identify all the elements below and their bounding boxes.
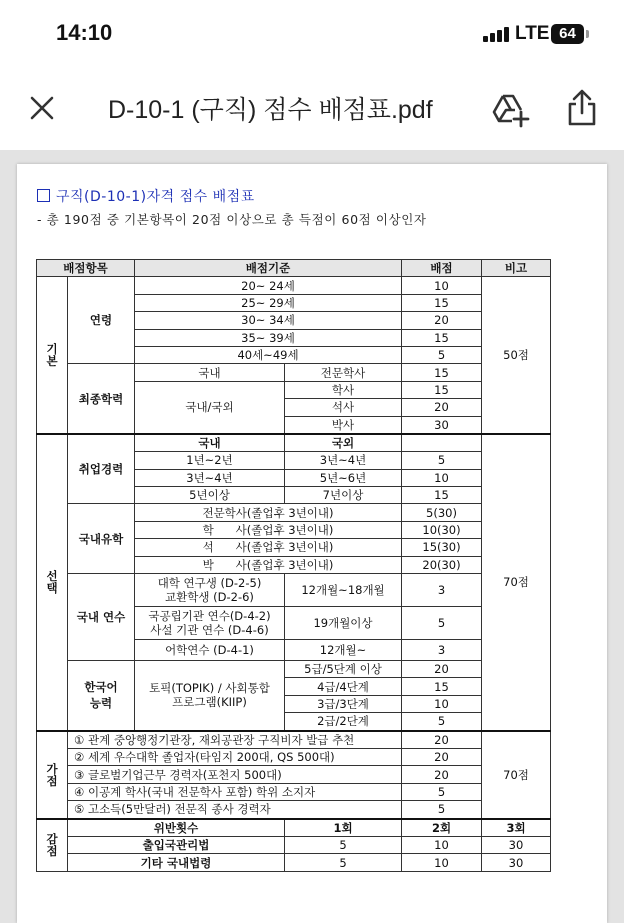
- battery-tip: [586, 30, 589, 38]
- table-cell: 40세~49세: [135, 346, 402, 363]
- status-time: 14:10: [56, 20, 113, 45]
- table-cell: 10: [402, 277, 482, 294]
- header-note: 비고: [482, 260, 551, 277]
- table-cell: 기타 국내법령: [68, 854, 285, 871]
- header-item: 배점항목: [37, 260, 135, 277]
- header-criteria: 배점기준: [135, 260, 402, 277]
- education-label: 최종학력: [68, 364, 135, 434]
- training-text: 대학 연구생 (D-2-5): [157, 576, 262, 591]
- table-cell: 20: [402, 399, 482, 416]
- table-cell: 5: [402, 783, 482, 800]
- table-cell: 3회: [482, 819, 551, 837]
- table-cell: 30: [482, 836, 551, 853]
- table-cell: 20: [402, 661, 482, 678]
- table-cell: 10: [402, 469, 482, 486]
- table-cell: 25~ 29세: [135, 294, 402, 311]
- korean-label: [68, 661, 135, 731]
- korean-program-text: 토픽(TOPIK) / 사회통합: [149, 681, 270, 696]
- table-cell: ④ 이공계 학사(국내 전문학사 포함) 학위 소지자: [68, 783, 402, 800]
- table-cell: 5(30): [402, 504, 482, 521]
- table-cell: 20: [402, 731, 482, 749]
- table-cell: 국내: [135, 364, 285, 381]
- basic-note: 50점: [482, 277, 551, 434]
- document-heading: [37, 186, 255, 206]
- table-cell: 5년이상: [135, 487, 285, 504]
- share-icon: [565, 88, 599, 128]
- table-cell: 3년~4년: [285, 452, 402, 469]
- table-cell: 전문학사: [285, 364, 402, 381]
- table-cell: 4급/4단계: [285, 678, 402, 695]
- table-cell: 20: [402, 312, 482, 329]
- training-label: 국내 연수: [68, 574, 135, 661]
- table-cell: 국내: [135, 434, 285, 452]
- table-cell: 3년~4년: [135, 469, 285, 486]
- bonus-note: 70점: [482, 731, 551, 819]
- table-cell: 1회: [285, 819, 402, 837]
- table-cell: [135, 574, 285, 607]
- table-cell: 30~ 34세: [135, 312, 402, 329]
- table-cell: 15: [402, 381, 482, 398]
- drive-add-icon: [490, 90, 530, 130]
- bonus-section-label: 가 점: [37, 731, 68, 819]
- table-cell: 30: [402, 416, 482, 434]
- table-cell: 3급/3단계: [285, 695, 402, 712]
- table-cell: 국내/국외: [135, 381, 285, 434]
- korean-label-text: 한국어: [84, 680, 118, 695]
- table-cell: 5급/5단계 이상: [285, 661, 402, 678]
- table-cell: 5: [402, 346, 482, 363]
- korean-program-text: 프로그램(KIIP): [172, 695, 247, 710]
- add-to-drive-button[interactable]: [490, 90, 530, 130]
- table-cell: 박 사(졸업후 3년이내): [135, 556, 402, 573]
- share-button[interactable]: [565, 88, 599, 128]
- table-cell: 10: [402, 695, 482, 712]
- table-cell: 7년이상: [285, 487, 402, 504]
- close-icon: [28, 94, 56, 122]
- table-cell: ② 세계 우수대학 졸업자(타임지 200대, QS 500대): [68, 748, 402, 765]
- training-text: 국공립기관 연수(D-4-2): [148, 609, 271, 624]
- table-cell: 5: [285, 854, 402, 871]
- viewer-toolbar: [0, 68, 624, 150]
- table-cell: 15: [402, 487, 482, 504]
- table-cell: 2회: [402, 819, 482, 837]
- table-cell: 10: [402, 836, 482, 853]
- table-cell: 전문학사(졸업후 3년이내): [135, 504, 402, 521]
- table-cell: 15: [402, 678, 482, 695]
- training-text: 사설 기관 연수 (D-4-6): [150, 623, 269, 638]
- table-cell: 어학연수 (D-4-1): [135, 640, 285, 661]
- table-header-row: [37, 260, 551, 277]
- table-cell: 박사: [285, 416, 402, 434]
- table-cell: [135, 661, 285, 731]
- optional-section-label: 선 택: [37, 434, 68, 731]
- table-cell: 5: [285, 836, 402, 853]
- table-cell: 국외: [285, 434, 402, 452]
- score-table: [36, 259, 551, 872]
- table-cell: 학 사(졸업후 3년이내): [135, 521, 402, 538]
- table-cell: 위반횟수: [68, 819, 285, 837]
- document-subheading: - 총 190점 중 기본항목이 20점 이상으로 총 득점이 60점 이상인자: [37, 212, 427, 227]
- training-text: 교환학생 (D-2-6): [165, 590, 254, 605]
- table-cell: 19개월이상: [285, 607, 402, 640]
- table-cell: 20~ 24세: [135, 277, 402, 294]
- status-bar: [0, 0, 624, 68]
- table-cell: 35~ 39세: [135, 329, 402, 346]
- optional-note: 70점: [482, 434, 551, 731]
- table-cell: 석사: [285, 399, 402, 416]
- table-cell: 10(30): [402, 521, 482, 538]
- table-cell: 학사: [285, 381, 402, 398]
- table-cell: 12개월~: [285, 640, 402, 661]
- table-cell: 20(30): [402, 556, 482, 573]
- table-cell: 1년~2년: [135, 452, 285, 469]
- table-cell: [402, 434, 482, 452]
- korean-label-text: 능력: [89, 696, 113, 711]
- header-score: 배점: [402, 260, 482, 277]
- career-label: 취업경력: [68, 434, 135, 504]
- deduction-section-label: 감 점: [37, 819, 68, 872]
- signal-icon: [483, 27, 513, 42]
- age-label: 연령: [68, 277, 135, 364]
- network-type: LTE: [515, 23, 550, 44]
- table-cell: 3: [402, 574, 482, 607]
- pdf-page: [17, 164, 607, 923]
- close-button[interactable]: [28, 94, 56, 122]
- table-cell: 15(30): [402, 539, 482, 556]
- table-cell: 12개월~18개월: [285, 574, 402, 607]
- table-cell: 3: [402, 640, 482, 661]
- study-label: 국내유학: [68, 504, 135, 574]
- battery-icon: 64: [551, 24, 584, 44]
- table-cell: 5: [402, 452, 482, 469]
- table-cell: ③ 글로벌기업근무 경력자(포천지 500대): [68, 766, 402, 783]
- table-cell: ⑤ 고소득(5만달러) 전문직 종사 경력자: [68, 801, 402, 819]
- table-cell: 5: [402, 801, 482, 819]
- table-cell: 15: [402, 364, 482, 381]
- checkbox-bullet-icon: [37, 189, 50, 202]
- table-cell: 5: [402, 713, 482, 731]
- table-cell: 석 사(졸업후 3년이내): [135, 539, 402, 556]
- basic-section-label: 기 본: [37, 277, 68, 434]
- table-cell: [135, 607, 285, 640]
- table-cell: 5: [402, 607, 482, 640]
- table-cell: 30: [482, 854, 551, 871]
- table-cell: 10: [402, 854, 482, 871]
- table-cell: 15: [402, 329, 482, 346]
- table-cell: 20: [402, 766, 482, 783]
- pdf-viewer[interactable]: [0, 150, 624, 923]
- table-cell: 20: [402, 748, 482, 765]
- table-cell: 2급/2단계: [285, 713, 402, 731]
- table-cell: ① 관계 중앙행정기관장, 재외공관장 구직비자 발급 추천: [68, 731, 402, 749]
- table-cell: 5년~6년: [285, 469, 402, 486]
- document-title: D-10-1 (구직) 점수 배점표.pdf: [108, 96, 433, 124]
- table-cell: 15: [402, 294, 482, 311]
- table-cell: 출입국관리법: [68, 836, 285, 853]
- heading-text: 구직(D-10-1)자격 점수 배점표: [56, 189, 255, 205]
